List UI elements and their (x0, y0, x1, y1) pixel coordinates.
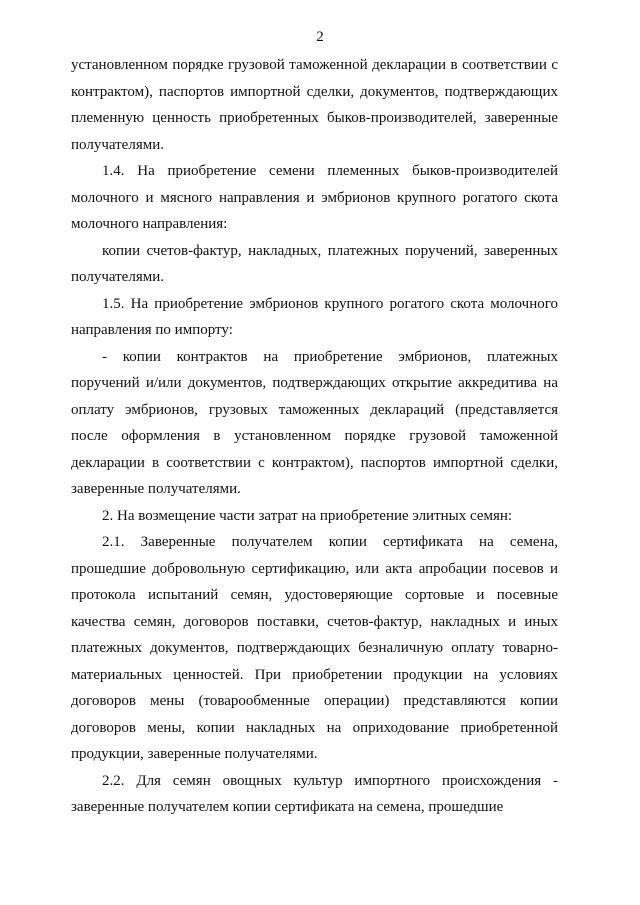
paragraph-2-1: 2.1. Заверенные получателем копии сертификата на семена, прошедшие добровольную сертификацию, или акта апробации посевов и протокола испытаний семян, удостоверяющие сортовые и посевные качества семян, договоров поставки, счетов-фактур, накладных и иных платежных документов, подтверждающих безналичную оплату товарно-материальных ценностей. При приобретении продукции на условиях договоров мены (товарообменные операции) представляются копии договоров мены, копии накладных на оприходование приобретенной продукции, заверенные получателями. (71, 534, 558, 762)
paragraph-1-5: 1.5. На приобретение эмбрионов крупного рогатого скота молочного направления по импорту: (71, 295, 558, 338)
page-number: 2 (316, 29, 324, 45)
paragraph-1-4-documents: копии счетов-фактур, накладных, платежных поручений, заверенных получателями. (71, 242, 558, 285)
paragraph-1-5-documents: - копии контрактов на приобретение эмбрионов, платежных поручений и/или документов, подтверждающих открытие аккредитива на оплату эмбрионов, грузовых таможенных деклараций (представляется после оформления в установленном порядке грузовой таможенной декларации в соответствии с контрактом), паспортов импортной сделки, заверенные получателями. (71, 348, 558, 497)
document-body (71, 52, 558, 821)
paragraph-1-4: 1.4. На приобретение семени племенных быков-производителей молочного и мясного направления и эмбрионов крупного рогатого скота молочного направления: (71, 163, 558, 232)
paragraph-2: 2. На возмещение части затрат на приобретение элитных семян: (102, 507, 513, 524)
paragraph-continuation: установленном порядке грузовой таможенной декларации в соответствии с контрактом), паспортов импортной сделки, документов, подтверждающих племенную ценность приобретенных быков-производителей, заверенные получателями. (71, 57, 558, 153)
paragraph-2-2: 2.2. Для семян овощных культур импортного происхождения - заверенные получателем копии сертификата на семена, прошедшие (71, 772, 558, 815)
